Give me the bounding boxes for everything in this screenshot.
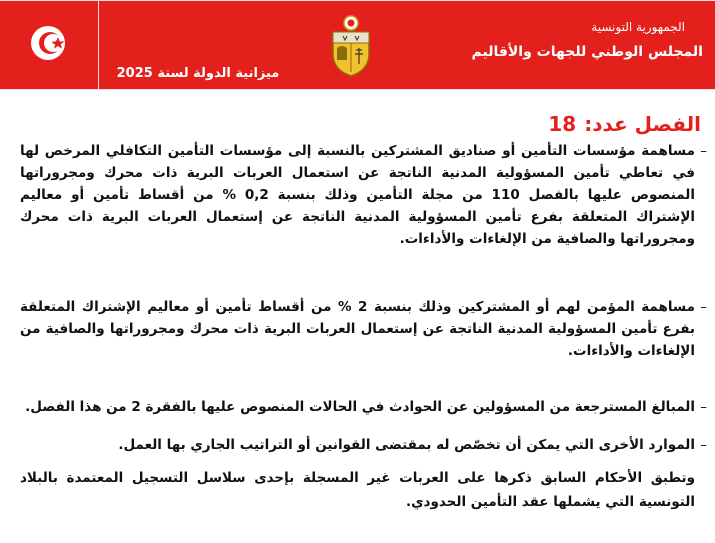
list-item [20,296,707,362]
tunisia-flag-icon [6,14,90,72]
list-item-text: الموارد الأخرى التي يمكن أن تخصّص له بمقتضى القوانين أو التراتيب الجاري بها العمل. [118,437,695,453]
republic-name: الجمهورية التونسية [591,20,685,34]
chapter-number: 18 [548,112,577,136]
council-name: المجلس الوطني للجهات والأقاليم [471,44,703,60]
list-item [20,396,707,418]
list-item [20,140,707,250]
tunisia-coat-of-arms-icon [325,14,377,78]
header-band [0,0,715,90]
header-top-rule [0,0,715,1]
list-item [20,434,707,456]
header-bottom-rule [0,89,715,90]
list-item-text: مساهمة مؤسسات التأمين أو صناديق المشتركين بالنسبة إلى مؤسسات التأمين التكافلي المرخص لها في تعاطي تأمين المسؤولية المدنية الناتجة عن استعمال العربات البرية ذات محرك ومجروراتها المنصوص عليها بالفصل 110 من مجلة التأمين وذلك بنسبة 0,2 % من أقساط تأمين أو معاليم الإشتراك المتعلقة بفرع تأمين المسؤولية المدنية الناتجة عن إستعمال العربات البرية ذات محرك ومجروراتها والصافية من الإلغاءات والأداءات. [20,143,696,247]
list-item-text: المبالغ المسترجعة من المسؤولين عن الحوادث في الحالات المنصوص عليها بالفقرة 2 من هذا الفصل. [25,399,695,415]
budget-title: ميزانية الدولة لسنة 2025 [116,66,280,81]
list-dash: – [700,437,707,453]
list-dash: – [700,143,707,159]
list-dash: – [700,399,707,415]
chapter-heading [548,112,701,136]
list-dash: – [700,299,707,315]
list-item-text: مساهمة المؤمن لهم أو المشتركين وذلك بنسبة 2 % من أقساط تأمين أو معاليم الإشتراك المتعلقة بفرع تأمين المسؤولية المدنية الناتجة عن إستعمال العربات البرية ذات محرك ومجروراتها والصافية من الإلغاءات والأداءات. [20,299,695,359]
closing-paragraph: وتطبق الأحكام السابق ذكرها على العربات غير المسجلة بإحدى سلاسل التسجيل المعتمدة بالبلاد التونسية التي يشملها عقد التأمين الحدودي. [20,470,695,510]
header-divider [98,0,99,90]
chapter-label: الفصل عدد: [584,112,701,136]
